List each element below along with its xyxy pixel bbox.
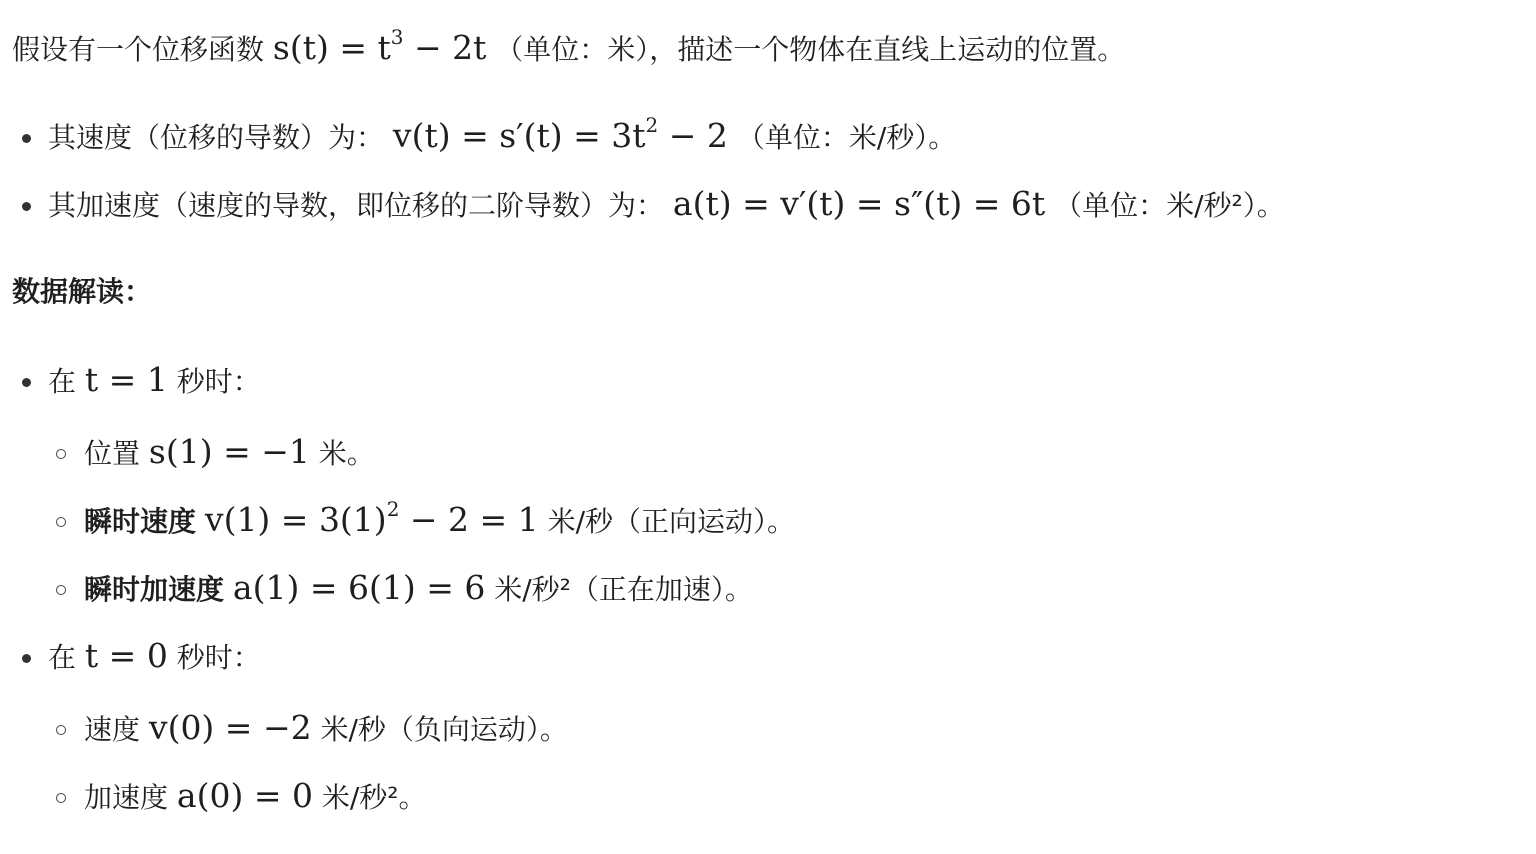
position-label: 位置 — [84, 437, 141, 470]
sub-bullet-circle — [56, 517, 66, 527]
acceleration-definition-text: 其加速度（速度的导数，即位移的二阶导数）为： — [48, 189, 665, 222]
t0-velocity-tail: 米/秒（负向运动）。 — [320, 713, 568, 746]
intro-formula-tail: − 2t — [403, 28, 487, 67]
position-formula: s(1) = −1 — [148, 432, 310, 471]
intro-formula — [272, 25, 487, 67]
t0-velocity-label: 速度 — [84, 713, 141, 746]
sub-bullet-circle — [56, 725, 66, 735]
case-t1-formula: t = 1 — [84, 360, 168, 399]
intro-formula-exp: 3 — [390, 25, 404, 49]
velocity-formula-exp: 2 — [645, 113, 659, 137]
intro-text: 假设有一个位移函数 — [12, 33, 265, 66]
case-t0-acceleration — [84, 776, 427, 818]
case-t0-velocity — [84, 708, 568, 750]
intro-formula-main: s(t) = t — [272, 28, 391, 67]
intro-unit: （单位：米），描述一个物体在直线上运动的位置。 — [495, 33, 1126, 66]
velocity-definition-text: 其速度（位移的导数）为： — [48, 121, 385, 154]
velocity-formula-main: v(t) = s′(t) = 3t — [392, 116, 646, 155]
acceleration-unit: （单位：米/秒²）。 — [1054, 189, 1285, 222]
case-t0-prefix: 在 — [48, 641, 77, 674]
section-heading: 数据解读： — [12, 275, 153, 308]
velocity-unit: （单位：米/秒）。 — [736, 121, 957, 154]
instant-velocity-formula-tail: − 2 = 1 — [399, 500, 539, 539]
bullet-dot — [22, 378, 31, 387]
case-t1-position — [84, 432, 375, 474]
sub-bullet-circle — [56, 449, 66, 459]
acceleration-definition — [48, 184, 1285, 226]
sub-bullet-circle — [56, 585, 66, 595]
velocity-formula — [392, 113, 728, 155]
bullet-dot — [22, 134, 31, 143]
t0-acceleration-formula: a(0) = 0 — [176, 776, 313, 815]
instant-acceleration-tail: 米/秒²（正在加速）。 — [494, 573, 753, 606]
intro-paragraph — [12, 25, 1126, 70]
case-t0 — [48, 636, 261, 678]
t0-velocity-formula: v(0) = −2 — [148, 708, 312, 747]
instant-acceleration-label: 瞬时加速度 — [84, 573, 225, 606]
instant-velocity-formula-exp: 2 — [386, 497, 400, 521]
t0-acceleration-tail: 米/秒²。 — [321, 781, 427, 814]
bullet-dot — [22, 202, 31, 211]
instant-velocity-formula-main: v(1) = 3(1) — [204, 500, 387, 539]
instant-velocity-label: 瞬时速度 — [84, 505, 197, 538]
t0-acceleration-label: 加速度 — [84, 781, 169, 814]
velocity-definition — [48, 113, 957, 158]
instant-velocity-formula — [204, 497, 539, 539]
case-t0-suffix: 秒时： — [176, 641, 261, 674]
case-t1-acceleration — [84, 568, 753, 610]
bullet-dot — [22, 654, 31, 663]
case-t1-velocity — [84, 497, 796, 542]
velocity-formula-tail: − 2 — [658, 116, 728, 155]
position-tail: 米。 — [318, 437, 375, 470]
case-t1-prefix: 在 — [48, 365, 77, 398]
case-t1-suffix: 秒时： — [176, 365, 261, 398]
case-t1 — [48, 360, 261, 402]
case-t0-formula: t = 0 — [84, 636, 168, 675]
instant-velocity-tail: 米/秒（正向运动）。 — [547, 505, 796, 538]
instant-acceleration-formula: a(1) = 6(1) = 6 — [232, 568, 486, 607]
acceleration-formula: a(t) = v′(t) = s″(t) = 6t — [672, 184, 1046, 223]
sub-bullet-circle — [56, 793, 66, 803]
